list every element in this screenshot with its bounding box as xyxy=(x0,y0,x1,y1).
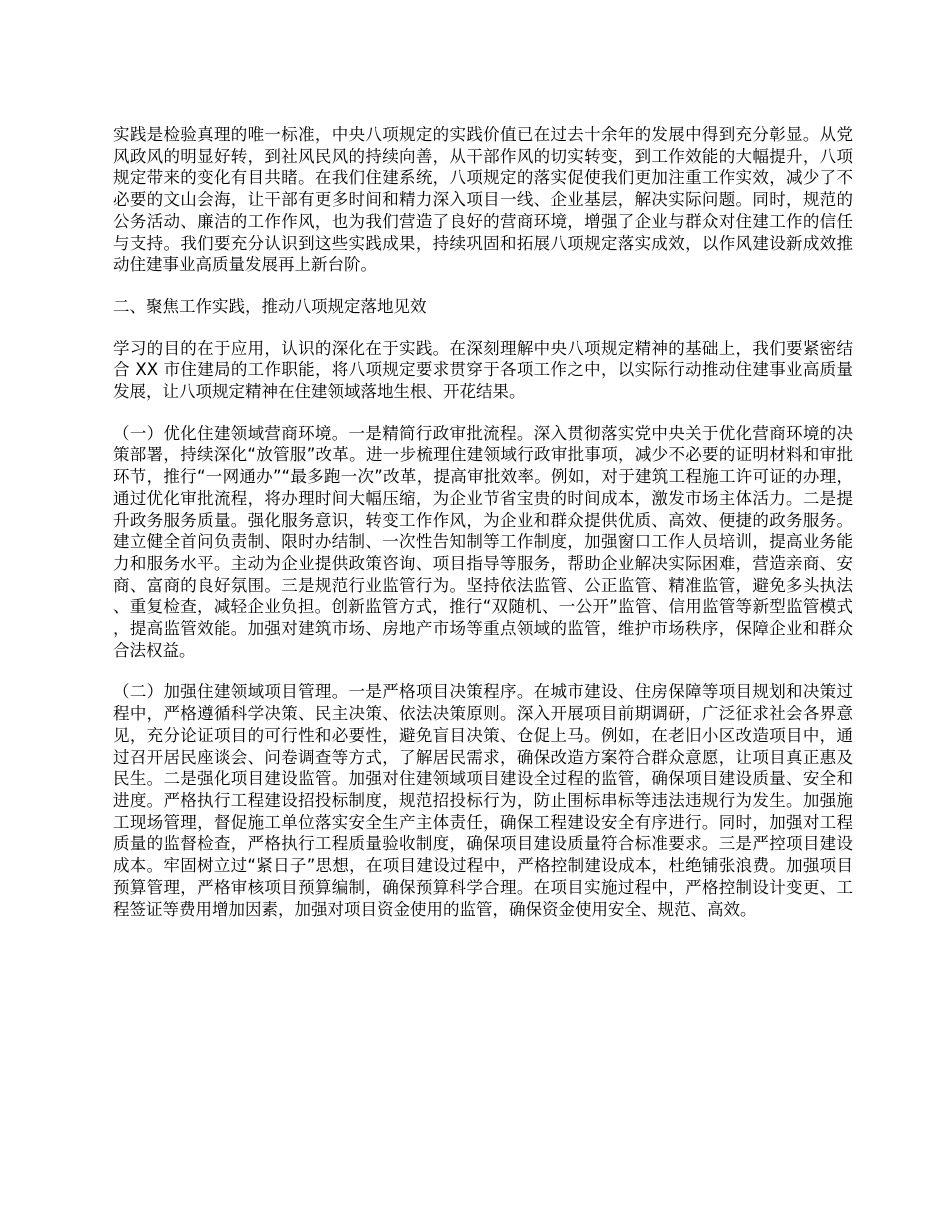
paragraph-project-management: （二）加强住建领域项目管理。一是严格项目决策程序。在城市建设、住房保障等项目规划和决策过程中，严格遵循科学决策、民主决策、依法决策原则。深入开展项目前期调研，广泛征求社会各界意见，充分论证项目的可行性和必要性，避免盲目决策、仓促上马。例如，在老旧小区改造项目中，通过召开居民座谈会、问卷调查等方式，了解居民需求，确保改造方案符合群众意愿，让项目真正惠及民生。二是强化项目建设监管。加强对住建领域项目建设全过程的监管，确保项目建设质量、安全和进度。严格执行工程建设招投标制度，规范招投标行为，防止围标串标等违法违规行为发生。加强施工现场管理，督促施工单位落实安全生产主体责任，确保工程建设安全有序进行。同时，加强对工程质量的监督检查，严格执行工程质量验收制度，确保项目建设质量符合标准要求。三是严控项目建设成本。牢固树立过“紧日子”思想，在项目建设过程中，严格控制建设成本，杜绝铺张浪费。加强项目预算管理，严格审核项目预算编制，确保预算科学合理。在项目实施过程中，严格控制设计变更、工程签证等费用增加因素，加强对项目资金使用的监管，确保资金使用安全、规范、高效。 xyxy=(113,682,853,919)
paragraph-section-intro: 学习的目的在于应用，认识的深化在于实践。在深刻理解中央八项规定精神的基础上，我们要紧密结合 XX 市住建局的工作职能，将八项规定要求贯穿于各项工作之中，以实际行动推动住建事业高质量发展，让八项规定精神在住建领域落地生根、开花结果。 xyxy=(113,338,853,402)
document-body xyxy=(113,124,853,940)
paragraph-business-environment: （一）优化住建领域营商环境。一是精简行政审批流程。深入贯彻落实党中央关于优化营商环境的决策部署，持续深化“放管服”改革。进一步梳理住建领域行政审批事项，减少不必要的证明材料和审批环节，推行“一网通办”“最多跑一次”改革，提高审批效率。例如，对于建筑工程施工许可证的办理，通过优化审批流程，将办理时间大幅压缩，为企业节省宝贵的时间成本，激发市场主体活力。二是提升政务服务质量。强化服务意识，转变工作作风，为企业和群众提供优质、高效、便捷的政务服务。建立健全首问负责制、限时办结制、一次性告知制等工作制度，加强窗口工作人员培训，提高业务能力和服务水平。主动为企业提供政策咨询、项目指导等服务，帮助企业解决实际困难，营造亲商、安商、富商的良好氛围。三是规范行业监管行为。坚持依法监管、公正监管、精准监管，避免多头执法、重复检查，减轻企业负担。创新监管方式，推行“双随机、一公开”监管、信用监管等新型监管模式，提高监管效能。加强对建筑市场、房地产市场等重点领域的监管，维护市场秩序，保障企业和群众合法权益。 xyxy=(113,423,853,660)
paragraph-practice-value: 实践是检验真理的唯一标准，中央八项规定的实践价值已在过去十余年的发展中得到充分彰显。从党风政风的明显好转，到社风民风的持续向善，从干部作风的切实转变，到工作效能的大幅提升，八项规定带来的变化有目共睹。在我们住建系统，八项规定的落实促使我们更加注重工作实效，减少了不必要的文山会海，让干部有更多时间和精力深入项目一线、企业基层，解决实际问题。同时，规范的公务活动、廉洁的工作作风，也为我们营造了良好的营商环境，增强了企业与群众对住建工作的信任与支持。我们要充分认识到这些实践成果，持续巩固和拓展八项规定落实成效，以作风建设新成效推动住建事业高质量发展再上新台阶。 xyxy=(113,125,853,275)
section-heading-2: 二、聚焦工作实践，推动八项规定落地见效 xyxy=(113,296,427,316)
